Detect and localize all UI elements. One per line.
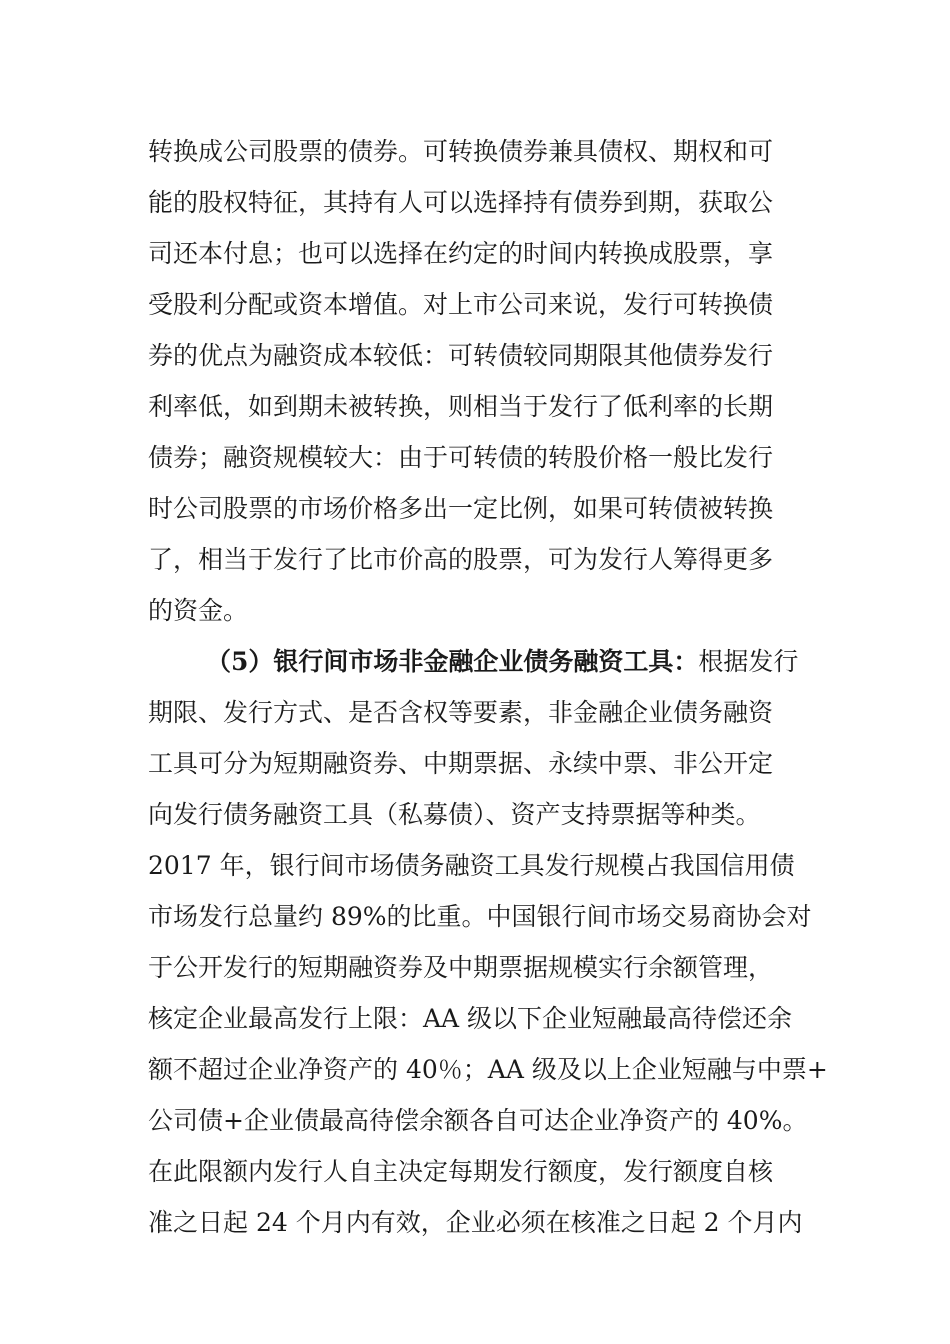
text-line: 准之日起 24 个月内有效，企业必须在核准之日起 2 个月内 — [148, 1208, 803, 1237]
text-fragment: 根据发行 — [698, 647, 799, 676]
paragraph-convertible-bonds — [148, 126, 808, 636]
text-line: 的资金。 — [148, 596, 249, 625]
paragraph-first-line — [148, 636, 808, 687]
text-line: 向发行债务融资工具（私募债）、资产支持票据等种类。 — [148, 800, 761, 829]
text-line: 工具可分为短期融资券、中期票据、永续中票、非公开定 — [148, 749, 774, 778]
text-line: 核定企业最高发行上限：AA 级以下企业短融最高待偿还余 — [148, 1004, 793, 1033]
text-line: 在此限额内发行人自主决定每期发行额度，发行额度自核 — [148, 1157, 774, 1186]
text-line: 期限、发行方式、是否含权等要素，非金融企业债务融资 — [148, 698, 774, 727]
text-line: 利率低，如到期未被转换，则相当于发行了低利率的长期 — [148, 392, 774, 421]
text-line: 能的股权特征，其持有人可以选择持有债券到期，获取公 — [148, 188, 774, 217]
paragraph-debt-financing-instruments — [148, 636, 828, 1248]
text-line: 于公开发行的短期融资券及中期票据规模实行余额管理， — [148, 953, 774, 982]
text-line: 2017 年，银行间市场债务融资工具发行规模占我国信用债 — [148, 851, 795, 880]
text-line: 市场发行总量约 89%的比重。中国银行间市场交易商协会对 — [148, 902, 812, 931]
text-line: 受股利分配或资本增值。对上市公司来说，发行可转换债 — [148, 290, 774, 319]
text-line: 券的优点为融资成本较低：可转债较同期限其他债券发行 — [148, 341, 774, 370]
text-line: 额不超过企业净资产的 40％；AA 级及以上企业短融与中票+ — [148, 1055, 828, 1084]
text-line: 公司债+企业债最高待偿余额各自可达企业净资产的 40%。 — [148, 1106, 808, 1135]
text-line: 司还本付息；也可以选择在约定的时间内转换成股票，享 — [148, 239, 774, 268]
text-line: 了，相当于发行了比市价高的股票，可为发行人筹得更多 — [148, 545, 774, 574]
text-line: 转换成公司股票的债券。可转换债券兼具债权、期权和可 — [148, 137, 774, 166]
text-line: 时公司股票的市场价格多出一定比例，如果可转债被转换 — [148, 494, 774, 523]
text-line: 债券；融资规模较大：由于可转债的转股价格一般比发行 — [148, 443, 774, 472]
section-heading: （5）银行间市场非金融企业债务融资工具： — [206, 647, 699, 676]
document-body — [148, 126, 828, 1248]
